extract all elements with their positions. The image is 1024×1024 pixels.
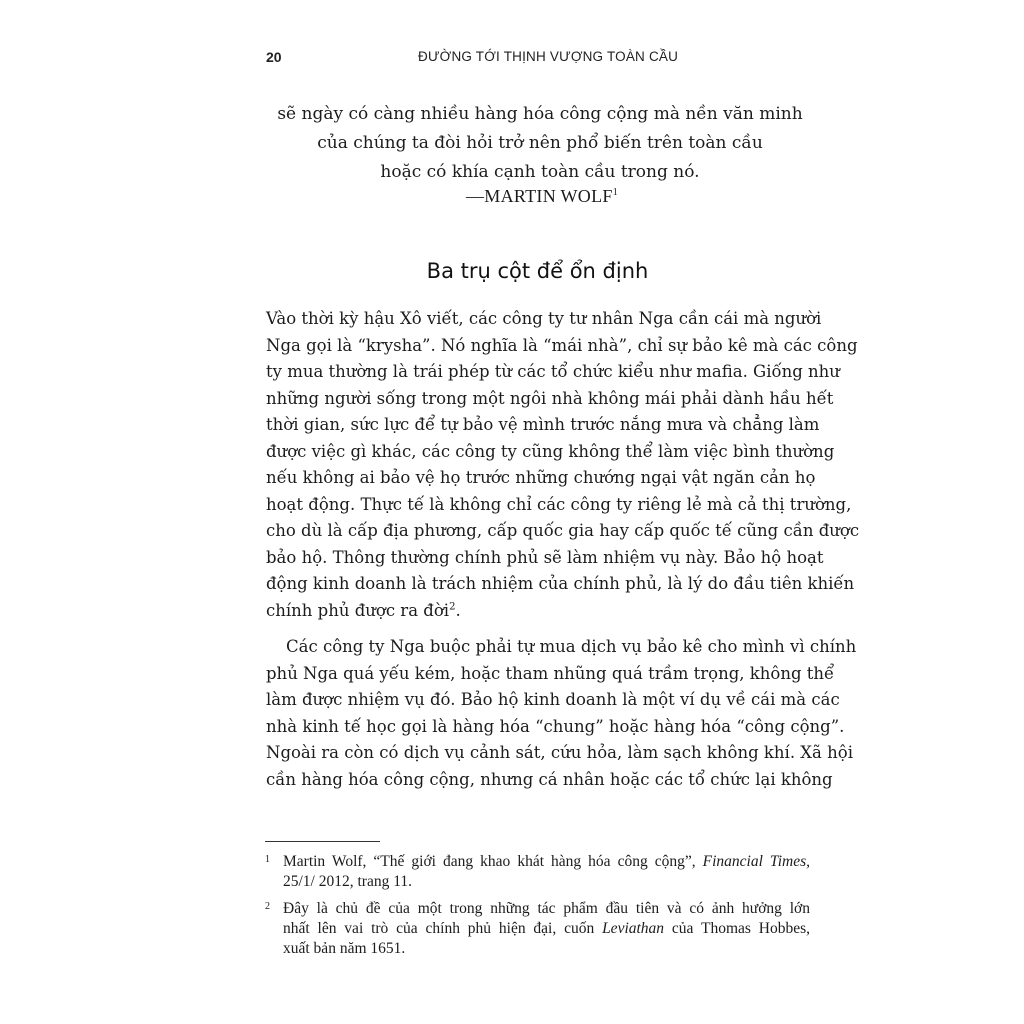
footnote-ref: 2 [449, 601, 456, 612]
text-line: thời gian, sức lực để tự bảo vệ mình trước nắng mưa và chẳng làm [266, 415, 820, 434]
epigraph [260, 100, 820, 187]
text-fragment: của Thomas Hobbes, [664, 920, 810, 937]
text-line: cho dù là cấp địa phương, cấp quốc gia hay cấp quốc tế cũng cần được [266, 521, 860, 540]
text-fragment: . [455, 600, 461, 620]
page-number: 20 [266, 49, 282, 65]
epigraph-line: sẽ ngày có càng nhiều hàng hóa công cộng mà nền văn minh [277, 104, 803, 124]
text-line: Ngoài ra còn có dịch vụ cảnh sát, cứu hỏa, làm sạch không khí. Xã hội [266, 743, 853, 762]
text-line [266, 598, 811, 625]
text-line: Nga gọi là “krysha”. Nó nghĩa là “mái nhà”, chỉ sự bảo kê mà các công [266, 335, 858, 355]
text-line: Vào thời kỳ hậu Xô viết, các công ty tư nhân Nga cần cái mà người [266, 309, 822, 328]
text-line: làm được nhiệm vụ đó. Bảo hộ kinh doanh là một ví dụ về cái mà các [266, 690, 840, 709]
text-line: ty mua thường là trái phép từ các tổ chức kiểu như mafia. Giống như [266, 362, 840, 381]
text-line: hoạt động. Thực tế là không chỉ các công ty riêng lẻ mà cả thị trường, [266, 494, 852, 514]
footnote-ref: 1 [612, 187, 618, 198]
text-fragment: nhất lên vai trò của chính phủ hiện đại, cuốn [283, 920, 603, 937]
book-title: ĐƯỜNG TỚI THỊNH VƯỢNG TOÀN CẦU [418, 49, 679, 64]
section-heading: Ba trụ cột để ổn định [426, 259, 649, 283]
text-line: cần hàng hóa công cộng, nhưng cá nhân hoặc các tổ chức lại không [266, 769, 833, 789]
footnote-1 [265, 852, 810, 892]
footnote-mark: 2 [265, 901, 270, 912]
text-line: được việc gì khác, các công ty cũng không thể làm việc bình thường [266, 441, 835, 461]
text-line: phủ Nga quá yếu kém, hoặc tham nhũng quá trầm trọng, không thể [266, 663, 835, 683]
footnote-mark: 1 [265, 854, 270, 865]
attribution-text: —MARTIN WOLF [466, 186, 613, 206]
footnote-2 [265, 899, 810, 959]
epigraph-line: của chúng ta đòi hỏi trở nên phổ biến trên toàn cầu [317, 133, 763, 153]
publication-title: Financial Times, [702, 853, 810, 870]
text-line: bảo hộ. Thông thường chính phủ sẽ làm nhiệm vụ này. Bảo hộ hoạt [266, 547, 824, 567]
book-title-italic: Leviathan [602, 920, 665, 937]
footnote-divider [265, 841, 380, 842]
running-head [266, 49, 806, 69]
text-line: những người sống trong một ngôi nhà không mái phải dành hầu hết [266, 388, 834, 408]
paragraph [266, 634, 857, 793]
text-fragment: Martin Wolf, “Thế giới đang khao khát hàng hóa công cộng”, [283, 853, 703, 870]
footnote-line: 25/1/ 2012, trang 11. [283, 873, 413, 890]
footnote-line: xuất bản năm 1651. [283, 940, 406, 957]
footnote-line: Đây là chủ đề của một trong những tác phẩm đầu tiên và có ảnh hưởng lớn [283, 900, 810, 917]
paragraph [266, 306, 860, 624]
footnote-line [283, 919, 810, 939]
text-fragment: chính phủ được ra đời [266, 600, 450, 620]
text-line: động kinh doanh là trách nhiệm của chính phủ, là lý do đầu tiên khiến [266, 574, 855, 593]
text-line: nhà kinh tế học gọi là hàng hóa “chung” hoặc hàng hóa “công cộng”. [266, 716, 845, 736]
epigraph-line: hoặc có khía cạnh toàn cầu trong nó. [380, 162, 700, 182]
footnotes [265, 852, 810, 966]
body-text [266, 306, 860, 793]
footnote-line [283, 852, 810, 872]
text-line: nếu không ai bảo vệ họ trước những chướng ngại vật ngăn cản họ [266, 468, 816, 487]
text-line: Các công ty Nga buộc phải tự mua dịch vụ bảo kê cho mình vì chính [286, 637, 857, 656]
epigraph-attribution [466, 186, 618, 207]
